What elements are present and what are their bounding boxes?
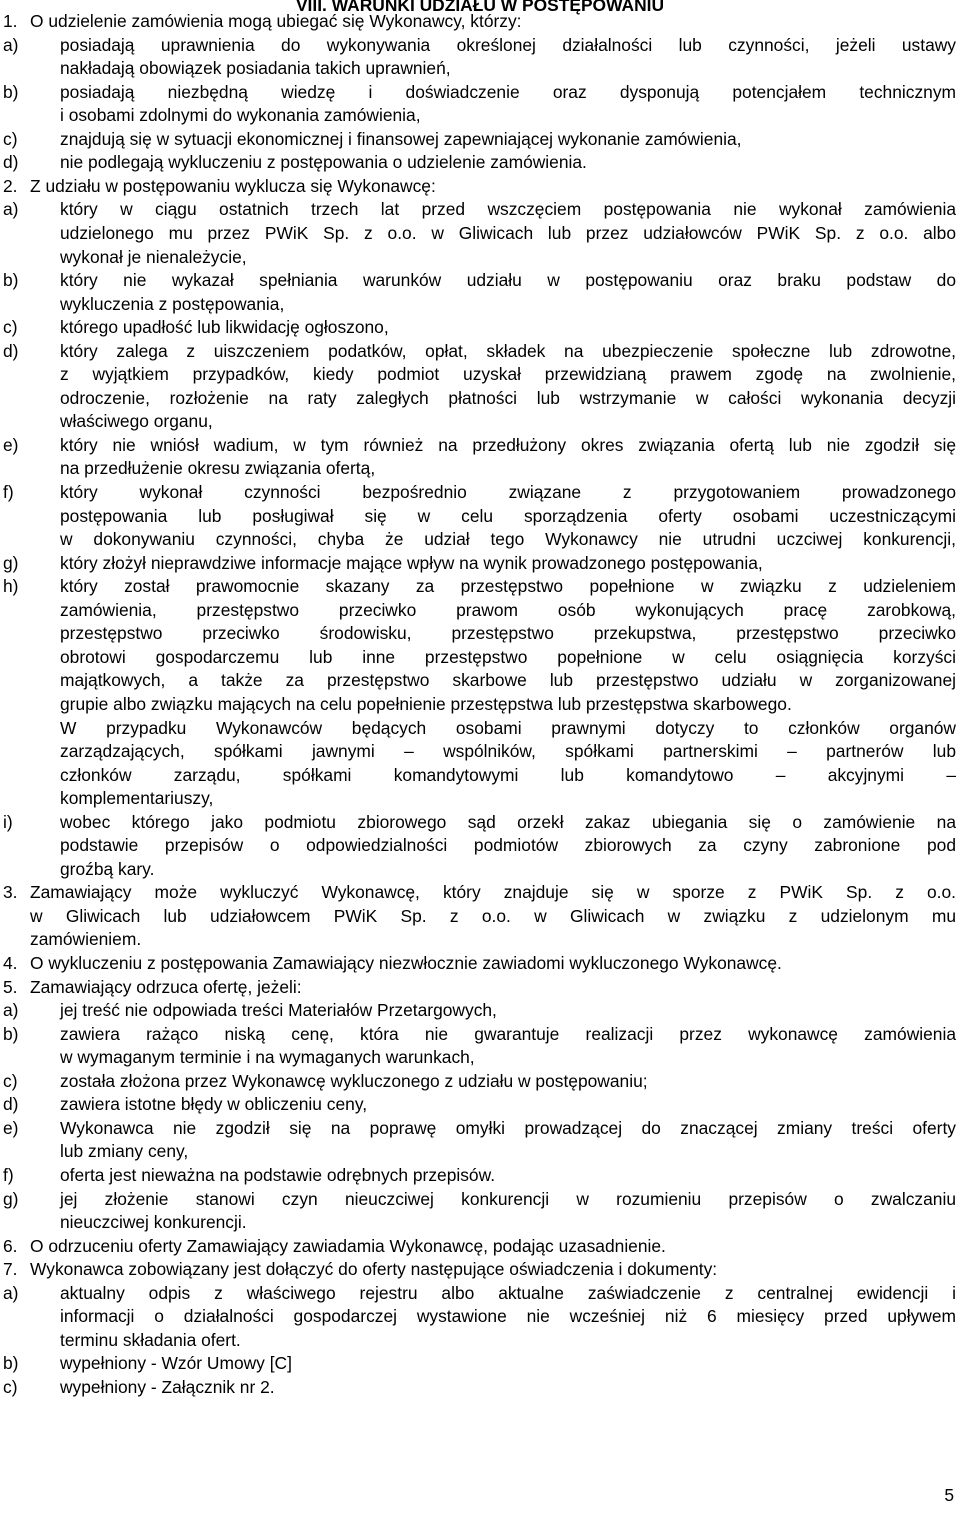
list-marker: e) xyxy=(3,434,19,455)
text-line: odroczenie, rozłożenie na raty zaległych płatności lub wstrzymanie w całości wykonania decyzji xyxy=(60,387,956,408)
text-line: posiadają niezbędną wiedzę i doświadczenie oraz dysponują potencjałem technicznym xyxy=(60,81,956,102)
text-line: który nie wykazał spełniania warunków udziału w postępowaniu oraz braku podstaw do xyxy=(60,270,956,291)
text-line: komplementariuszy, xyxy=(60,788,214,809)
text-line: w dokonywaniu czynności, chyba że udział tego Wykonawcy nie utrudni uczciwej konkurencji, xyxy=(60,529,956,550)
text-line: nie podlegają wykluczeniu z postępowania o udzielenie zamówienia. xyxy=(60,152,587,173)
list-marker: c) xyxy=(3,128,18,149)
text-line: nakładają obowiązek posiadania takich uprawnień, xyxy=(60,58,451,79)
list-marker: d) xyxy=(3,1094,19,1115)
list-marker: 5. xyxy=(3,976,18,997)
text-line: który nie wniósł wadium, w tym również na przedłużony okres związania ofertą lub nie zgodził się xyxy=(60,434,956,455)
text-line: który został prawomocnie skazany za przestępstwo popełnione w związku z udzieleniem xyxy=(60,576,956,597)
text-line: Z udziału w postępowaniu wyklucza się Wykonawcę: xyxy=(30,175,436,196)
text-line: przestępstwo przeciwko środowisku, przestępstwo przekupstwa, przestępstwo przeciwko xyxy=(60,623,956,644)
text-line: wobec którego jako podmiotu zbiorowego sąd orzekł zakaz ubiegania się o zamówienie na xyxy=(60,811,956,832)
list-marker: d) xyxy=(3,340,19,361)
list-marker: b) xyxy=(3,1023,19,1044)
list-marker: h) xyxy=(3,576,19,597)
text-line: groźbą kary. xyxy=(60,858,155,879)
text-line: z wyjątkiem przypadków, kiedy podmiot uzyskał przewidzianą prawem zgodę na zwolnienie, xyxy=(60,364,956,385)
text-line: Wykonawca nie zgodził się na poprawę omyłki prowadzącej do znaczącej zmiany treści oferty xyxy=(60,1117,956,1138)
text-line: O wykluczeniu z postępowania Zamawiający niezwłocznie zawiadomi wykluczonego Wykonawcę. xyxy=(30,953,782,973)
list-marker: f) xyxy=(3,1164,14,1185)
text-line: grupie albo związku mających na celu popełnienie przestępstwa lub przestępstwa skarbowego. xyxy=(60,693,792,714)
list-marker: f) xyxy=(3,482,14,502)
text-line: W przypadku Wykonawców będących osobami prawnymi dotyczy to członków organów xyxy=(60,717,956,738)
text-line: który w ciągu ostatnich trzech lat przed wszczęciem postępowania nie wykonał zamówienia xyxy=(60,199,956,220)
list-marker: 4. xyxy=(3,953,18,973)
text-line: wypełniony - Wzór Umowy [C] xyxy=(60,1353,292,1374)
text-line: lub zmiany ceny, xyxy=(60,1141,189,1162)
text-line: zarządzających, spółkami jawnymi – wspólników, spółkami partnerskimi – partnerów lub xyxy=(60,741,956,762)
text-line: aktualny odpis z właściwego rejestru albo aktualne zaświadczenie z centralnej ewidencji i xyxy=(60,1282,956,1303)
text-line: została złożona przez Wykonawcę wykluczonego z udziału w postępowaniu; xyxy=(60,1070,648,1091)
list-marker: 6. xyxy=(3,1235,18,1256)
text-line: zamówieniem. xyxy=(30,929,142,950)
text-line: jej treść nie odpowiada treści Materiałów Przetargowych, xyxy=(60,1000,497,1021)
list-marker: c) xyxy=(3,1376,18,1397)
text-line: który złożył nieprawdziwe informacje mające wpływ na wynik prowadzonego postępowania, xyxy=(60,552,763,573)
text-line: postępowania lub posługiwał się w celu sporządzenia oferty osobami uczestniczącymi xyxy=(60,505,956,526)
text-line: którego upadłość lub likwidację ogłoszono, xyxy=(60,317,389,338)
text-line: udzielonego mu przez PWiK Sp. z o.o. w Gliwicach lub przez udziałowców PWiK Sp. z o.o. albo xyxy=(60,222,956,243)
text-line: wykluczenia z postępowania, xyxy=(60,293,285,314)
list-marker: i) xyxy=(3,811,13,832)
text-line: jej złożenie stanowi czyn nieuczciwej konkurencji w rozumieniu przepisów o zwalczaniu xyxy=(60,1188,956,1209)
text-line: wypełniony - Załącznik nr 2. xyxy=(60,1376,275,1397)
text-line: i osobami zdolnymi do wykonania zamówienia, xyxy=(60,105,421,126)
list-marker: c) xyxy=(3,317,18,338)
list-marker: 1. xyxy=(3,11,18,31)
text-line: w wymaganym terminie i na wymaganych warunkach, xyxy=(60,1047,475,1068)
text-line: posiadają uprawnienia do wykonywania określonej działalności lub czynności, jeżeli ustawy xyxy=(60,34,956,55)
list-marker: b) xyxy=(3,270,19,291)
text-line: zawiera istotne błędy w obliczeniu ceny, xyxy=(60,1094,368,1115)
text-line: Zamawiający odrzuca ofertę, jeżeli: xyxy=(30,976,302,997)
text-line: nieuczciwej konkurencji. xyxy=(60,1212,247,1233)
list-marker: a) xyxy=(3,1000,19,1021)
text-line: obrotowi gospodarczemu lub inne przestępstwo popełnione w celu osiągnięcia korzyści xyxy=(60,646,956,667)
text-line: majątkowych, a także za przestępstwo skarbowe lub przestępstwo udziału w zorganizowanej xyxy=(60,670,956,691)
section-title: VIII. WARUNKI UDZIAŁU W POSTĘPOWANIU xyxy=(295,0,665,15)
list-marker: e) xyxy=(3,1117,19,1138)
text-line: informacji o działalności gospodarczej wystawione nie wcześniej niż 6 miesięcy przed upływem xyxy=(60,1306,956,1327)
text-line: wykonał je nienależycie, xyxy=(60,246,247,267)
list-marker: c) xyxy=(3,1070,18,1091)
text-line: terminu składania ofert. xyxy=(60,1329,241,1350)
list-marker: 3. xyxy=(3,882,18,903)
text-line: który wykonał czynności bezpośrednio związane z przygotowaniem prowadzonego xyxy=(60,482,956,502)
text-line: znajdują się w sytuacji ekonomicznej i finansowej zapewniającej wykonanie zamówienia, xyxy=(60,128,742,149)
text-line: zawiera rażąco niską cenę, która nie gwarantuje realizacji przez wykonawcę zamówienia xyxy=(60,1023,956,1044)
list-marker: b) xyxy=(3,81,19,102)
text-line: oferta jest nieważna na podstawie odrębnych przepisów. xyxy=(60,1164,496,1185)
list-marker: g) xyxy=(3,1188,19,1209)
list-marker: 7. xyxy=(3,1259,18,1280)
text-line: O odrzuceniu oferty Zamawiający zawiadamia Wykonawcę, podając uzasadnienie. xyxy=(30,1235,666,1256)
text-line: zamówienia, przestępstwo przeciwko prawom osób wykonujących pracę zarobkową, xyxy=(60,599,956,620)
text-line: w Gliwicach lub udziałowcem PWiK Sp. z o.o. w Gliwicach w związku z udzielonym mu xyxy=(30,905,956,926)
list-marker: g) xyxy=(3,552,19,573)
text-line: O udzielenie zamówienia mogą ubiegać się Wykonawcy, którzy: xyxy=(30,11,522,31)
list-marker: b) xyxy=(3,1353,19,1374)
page-number: 5 xyxy=(944,1485,954,1505)
text-line: na przedłużenie okresu związania ofertą, xyxy=(60,458,376,479)
list-marker: d) xyxy=(3,152,19,173)
text-line: podstawie przepisów o odpowiedzialności podmiotów zbiorowych za czyny zabronione pod xyxy=(60,835,956,856)
list-marker: a) xyxy=(3,34,19,55)
text-line: Zamawiający może wykluczyć Wykonawcę, który znajduje się w sporze z PWiK Sp. z o.o. xyxy=(30,882,956,903)
text-line: Wykonawca zobowiązany jest dołączyć do oferty następujące oświadczenia i dokumenty: xyxy=(30,1259,718,1280)
list-marker: a) xyxy=(3,1282,19,1303)
text-line: członków zarządu, spółkami komandytowymi lub komandytowo – akcyjnymi – xyxy=(60,764,956,785)
text-line: właściwego organu, xyxy=(60,411,213,432)
text-line: który zalega z uiszczeniem podatków, opłat, składek na ubezpieczenie społeczne lub zdrowotne, xyxy=(60,340,956,361)
list-marker: a) xyxy=(3,199,19,220)
list-marker: 2. xyxy=(3,175,18,196)
